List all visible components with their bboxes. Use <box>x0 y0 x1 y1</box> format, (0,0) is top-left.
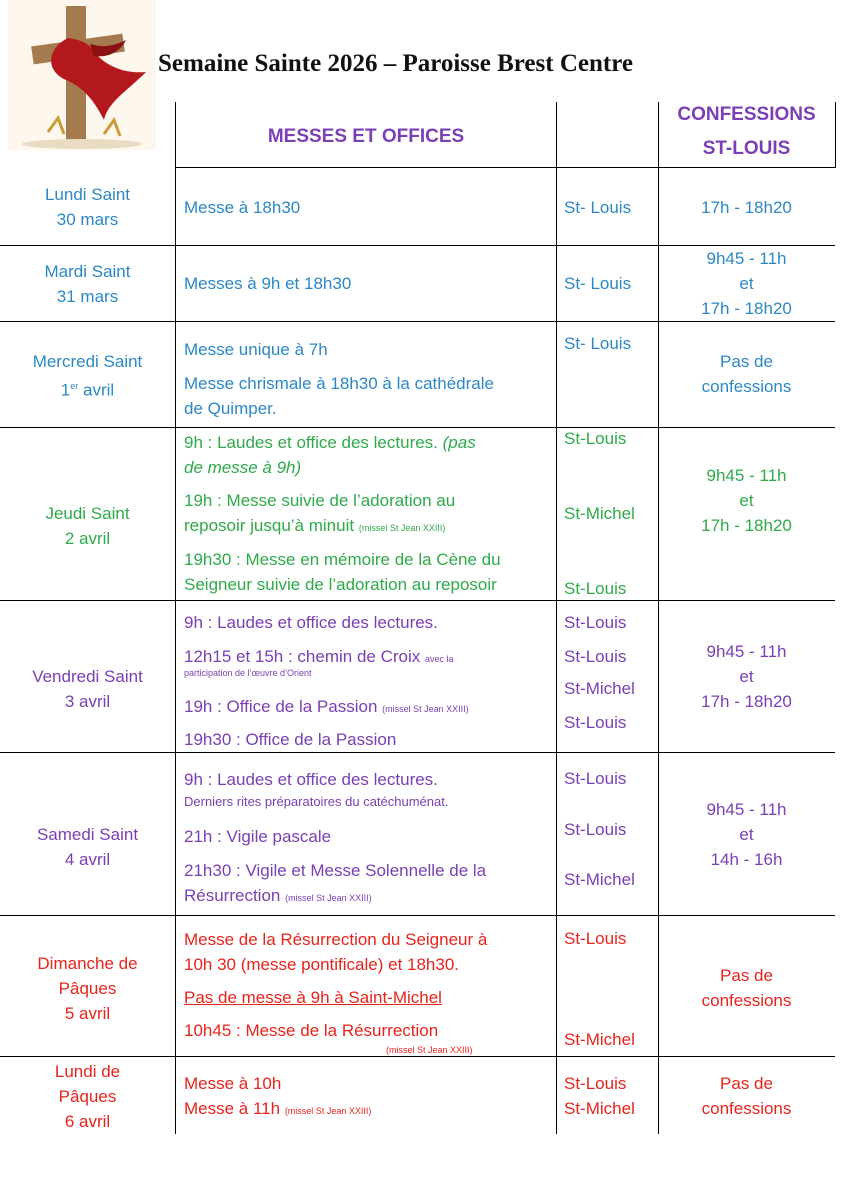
event-text: Messes à 9h et 18h30 <box>184 274 352 293</box>
event-text: 21h30 : Vigile et Messe Solennelle de la Résurrection (missel St Jean XXIII) <box>184 861 487 905</box>
location: St-Louis <box>564 929 627 948</box>
event-text: 12h15 et 15h : chemin de Croix avec la <box>184 647 454 666</box>
cross-with-red-drape-icon <box>8 0 156 150</box>
event-text: Messe à 11h (missel St Jean XXIII) <box>184 1099 372 1118</box>
event-text: 19h30 : Messe en mémoire de la Cène du Seigneur suivie de l’adoration au reposoir <box>184 550 501 594</box>
event-text: 9h : Laudes et office des lectures. <box>184 613 438 632</box>
event-text: Messe à 10h <box>184 1074 282 1093</box>
header-messes: MESSES ET OFFICES <box>267 126 465 147</box>
location: St-Louis <box>564 579 627 598</box>
table-divider <box>556 102 557 1134</box>
day-label: Vendredi Saint 3 avril <box>32 667 143 711</box>
location: St-Louis <box>564 820 627 839</box>
header-st-louis: ST-LOUIS <box>702 138 791 159</box>
header-confessions: CONFESSIONS <box>677 104 816 125</box>
location: St-Michel <box>564 870 635 889</box>
table-divider <box>0 915 835 916</box>
table-divider <box>835 102 836 168</box>
event-text: Messe chrismale à 18h30 à la cathédrale de Quimper. <box>184 374 494 418</box>
location: St-Louis <box>564 429 627 448</box>
location: St-Michel <box>564 679 635 698</box>
confession-hours: 9h45 - 11h et 17h - 18h20 <box>701 466 792 535</box>
day-label: Jeudi Saint 2 avril <box>45 504 130 548</box>
confession-hours: 9h45 - 11h et 17h - 18h20 <box>701 642 792 711</box>
confession-hours: Pas de confessions <box>701 352 792 396</box>
event-text: 21h : Vigile pascale <box>184 827 332 846</box>
location: St-Michel <box>564 1099 635 1118</box>
confession-hours: 9h45 - 11h et 17h - 18h20 <box>701 249 792 318</box>
table-divider <box>0 427 835 428</box>
table-divider <box>0 321 835 322</box>
table-divider <box>0 752 835 753</box>
table-divider <box>0 600 835 601</box>
day-label: Lundi de Pâques 6 avril <box>54 1062 121 1131</box>
location: St-Louis <box>564 647 627 666</box>
location: St-Louis <box>564 613 627 632</box>
event-note: (missel St Jean XXIII) <box>386 1045 473 1055</box>
location: St- Louis <box>564 198 632 217</box>
event-text: 19h : Office de la Passion (missel St Jean XXIII) <box>184 697 469 716</box>
event-text: 19h30 : Office de la Passion <box>184 730 397 749</box>
event-text: 9h : Laudes et office des lectures. (pas de messe à 9h) <box>184 433 476 477</box>
event-text: 19h : Messe suivie de l’adoration au reposoir jusqu’à minuit (missel St Jean XXIII) <box>184 491 456 535</box>
location: St- Louis <box>564 334 632 353</box>
table-divider <box>175 167 835 168</box>
location: St-Michel <box>564 504 635 523</box>
day-label: Dimanche de Pâques 5 avril <box>37 954 138 1023</box>
day-label: Mercredi Saint 1er avril <box>32 352 143 400</box>
location: St- Louis <box>564 274 632 293</box>
location: St-Louis <box>564 1074 627 1093</box>
confession-hours: 9h45 - 11h et 14h - 16h <box>706 800 787 869</box>
confession-hours: Pas de confessions <box>701 1074 792 1118</box>
event-text: Messe unique à 7h <box>184 340 328 359</box>
event-text: Pas de messe à 9h à Saint-Michel <box>184 988 442 1007</box>
location: St-Louis <box>564 713 627 732</box>
page-title: Semaine Sainte 2026 – Paroisse Brest Centre <box>158 50 633 77</box>
table-divider <box>175 102 176 1134</box>
confession-hours: Pas de confessions <box>701 966 792 1010</box>
location: St-Michel <box>564 1030 635 1049</box>
day-label: Mardi Saint 31 mars <box>44 262 131 306</box>
event-text: 10h45 : Messe de la Résurrection <box>184 1021 439 1040</box>
event-text: Messe de la Résurrection du Seigneur à 10h 30 (messe pontificale) et 18h30. <box>184 930 488 974</box>
event-text: Messe à 18h30 <box>184 198 301 217</box>
day-label: Samedi Saint 4 avril <box>36 825 139 869</box>
event-text: 9h : Laudes et office des lectures. <box>184 770 438 789</box>
event-note: Derniers rites préparatoires du catéchuménat. <box>184 794 449 809</box>
day-label: Lundi Saint 30 mars <box>44 185 131 229</box>
event-note: participation de l’œuvre d’Orient <box>184 668 312 678</box>
confession-hours: 17h - 18h20 <box>701 198 792 217</box>
table-divider <box>0 1056 835 1057</box>
location: St-Louis <box>564 769 627 788</box>
